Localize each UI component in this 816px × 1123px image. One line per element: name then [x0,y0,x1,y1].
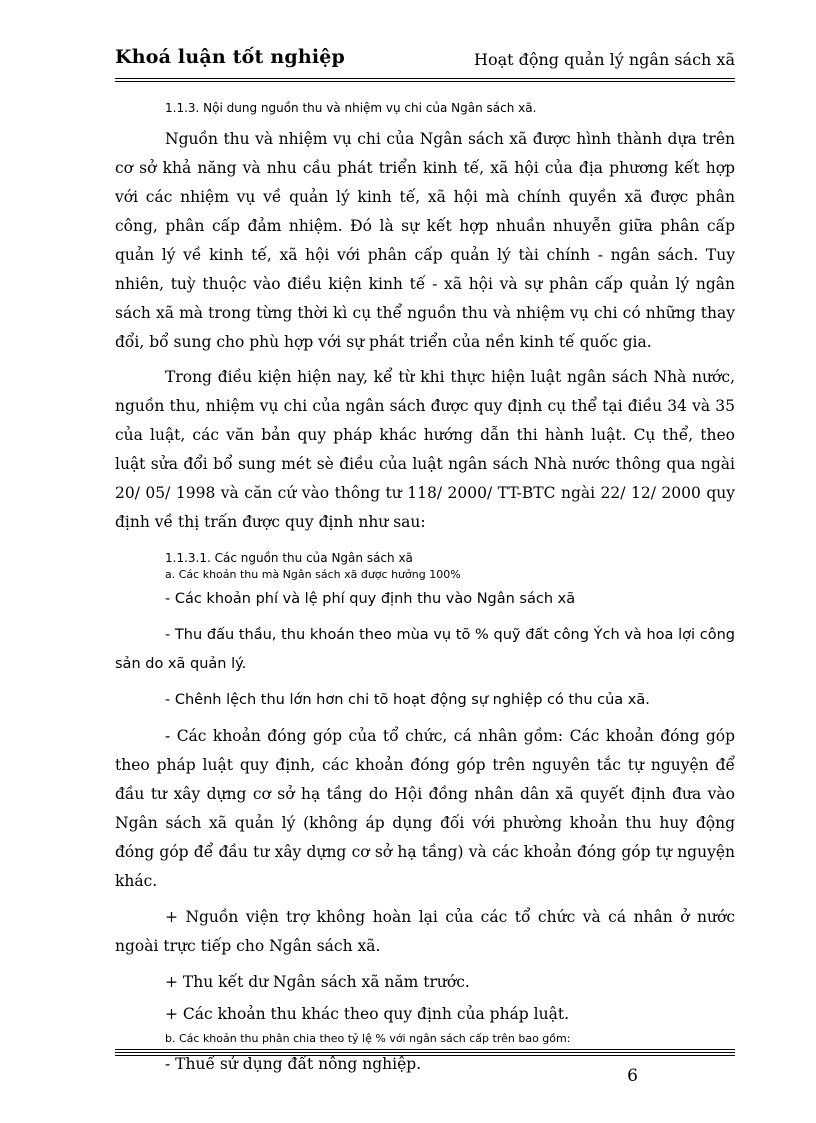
list-item: + Thu kết dư Ngân sách xã năm trước. [165,973,470,991]
list-item: - Các khoản đóng góp của tổ chức, cá nhân gồm: Các khoản đóng góp theo pháp luật quy định, các khoản đóng góp trên nguyên tắc tự nguyện để đầu tư xây dựng cơ sở hạ tầng do Hội đồng nhân dân xã quyết định đưa vào Ngân sách xã quản lý (không áp dụng đối với phường khoản thu huy động đóng góp để đầu tư xây dựng cơ sở hạ tầng) và các khoản đóng góp tự nguyện khác. [115,727,735,890]
header-subtitle: Hoạt động quản lý ngân sách xã [473,50,735,69]
section-heading: 1.1.3. Nội dung nguồn thu và nhiệm vụ chi của Ngân sách xã. [165,101,537,115]
list-item: - Các khoản phí và lệ phí quy định thu vào Ngân sách xã [165,591,576,607]
header-rule-secondary [115,81,735,82]
page-header [115,46,735,78]
footer-rule-tertiary [115,1055,735,1056]
header-title: Khoá luận tốt nghiệp [115,46,346,68]
header-rule [115,78,735,79]
subsection-b: b. Các khoản thu phân chia theo tỷ lệ % với ngân sách cấp trên bao gồm: [165,1032,571,1045]
list-item: - Thu đấu thầu, thu khoán theo mùa vụ tõ % quỹ đất công Ých và hoa lợi công sản do xã quản lý. [115,627,735,672]
subheading: 1.1.3.1. Các nguồn thu của Ngân sách xã [165,551,413,565]
footer-rule-secondary [115,1052,735,1053]
list-item: - Chênh lệch thu lớn hơn chi tõ hoạt động sự nghiệp có thu của xã. [165,692,650,708]
list-item: + Nguồn viện trợ không hoàn lại của các tổ chức và cá nhân ở nước ngoài trực tiếp cho Ngân sách xã. [115,908,735,955]
list-item: + Các khoản thu khác theo quy định của pháp luật. [165,1005,569,1023]
footer-rule [115,1049,735,1050]
paragraph-2: Trong điều kiện hiện nay, kể từ khi thực hiện luật ngân sách Nhà nước, nguồn thu, nhiệm vụ chi của ngân sách được quy định cụ thể tại điều 34 và 35 của luật, các văn bản quy pháp khác hướng dẫn thi hành luật. Cụ thể, theo luật sửa đổi bổ sung mét sè điều của luật ngân sách Nhà nước thông qua ngài 20/ 05/ 1998 và căn cứ vào thông tư 118/ 2000/ TT-BTC ngài 22/ 12/ 2000 quy định về thị trấn được quy định như sau: [115,368,735,531]
list-item: - Thuế sử dụng đất nông nghiệp. [165,1055,422,1073]
paragraph-1: Nguồn thu và nhiệm vụ chi của Ngân sách xã được hình thành dựa trên cơ sở khả năng và nhu cầu phát triển kinh tế, xã hội của địa phương kết hợp với các nhiệm vụ về quản lý kinh tế, xã hội mà chính quyền xã được phân công, phân cấp đảm nhiệm. Đó là sự kết hợp nhuần nhuyễn giữa phân cấp quản lý về kinh tế, xã hội với phân cấp quản lý tài chính - ngân sách. Tuy nhiên, tuỳ thuộc vào điều kiện kinh tế - xã hội và sự phân cấp quản lý ngân sách xã mà trong từng thời kì cụ thể nguồn thu và nhiệm vụ chi có những thay đổi, bổ sung cho phù hợp với sự phát triển của nền kinh tế quốc gia. [115,130,735,351]
subsection-a: a. Các khoản thu mà Ngân sách xã được hưởng 100% [165,568,461,581]
page-number: 6 [627,1066,638,1086]
page-content [115,100,735,1079]
